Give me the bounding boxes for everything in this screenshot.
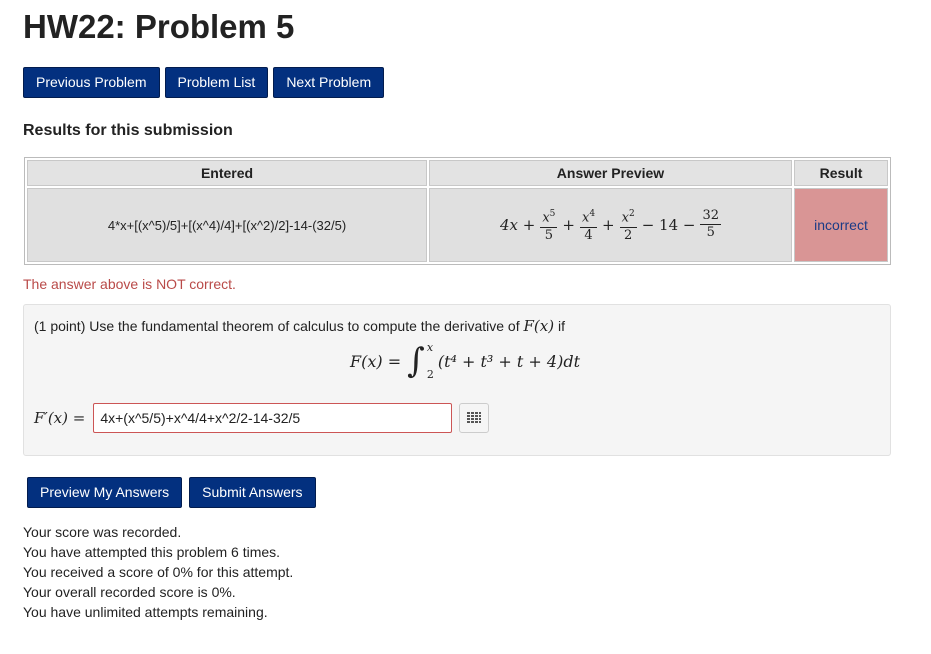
preview-term-4x: 4x + xyxy=(499,215,536,234)
equation-editor-button[interactable] xyxy=(459,403,489,433)
column-header-entered: Entered xyxy=(27,160,427,186)
results-table xyxy=(24,157,891,265)
preview-fraction-x4-over-4: $\frac{x^4}{4}$ xyxy=(580,206,597,243)
page-title: HW22: Problem 5 xyxy=(23,8,295,45)
grid-icon xyxy=(467,412,481,424)
problem-list-button[interactable]: Problem List xyxy=(165,67,269,98)
column-header-preview: Answer Preview xyxy=(429,160,792,186)
preview-fraction-x5-over-5: $\frac{x^5}{5}$ xyxy=(540,206,557,243)
answer-row xyxy=(34,403,489,433)
message-line: You have unlimited attempts remaining. xyxy=(23,604,268,620)
problem-statement: (1 point) Use the fundamental theorem of calculus to compute the derivative of F(x) if xyxy=(34,317,565,335)
answer-status-message: The answer above is NOT correct. xyxy=(23,276,236,292)
column-header-result: Result xyxy=(794,160,888,186)
previous-problem-button[interactable]: Previous Problem xyxy=(23,67,160,98)
result-status-incorrect: incorrect xyxy=(794,188,888,262)
answer-input[interactable] xyxy=(93,403,452,433)
integral-limits: x 2 xyxy=(426,341,434,381)
message-line: Your overall recorded score is 0%. xyxy=(23,584,236,600)
answer-preview: 4x + $\frac{x^5}{5}$ + $\frac{x^4}{4}$ + $\frac{x^2}{2}$ − 14 − $\frac{32}{5}$ xyxy=(429,188,792,262)
submit-row xyxy=(27,477,316,508)
preview-fraction-32-over-5: $\frac{32}{5}$ xyxy=(702,208,720,241)
integral-formula: F(x) = ∫ x 2 (t⁴ + t³ + t + 4)dt xyxy=(350,341,581,381)
preview-fraction-x2-over-2: $\frac{x^2}{2}$ xyxy=(620,206,637,243)
score-messages xyxy=(23,522,293,622)
integrand: (t⁴ + t³ + t + 4)dt xyxy=(437,351,581,371)
message-line: You received a score of 0% for this attempt. xyxy=(23,564,294,580)
entered-answer: 4*x+[(x^5)/5]+[(x^4)/4]+[(x^2)/2]-14-(32/5) xyxy=(27,188,427,262)
next-problem-button[interactable]: Next Problem xyxy=(273,67,384,98)
table-row xyxy=(27,188,888,262)
problem-nav xyxy=(23,67,384,98)
preview-answers-button[interactable]: Preview My Answers xyxy=(27,477,182,508)
message-line: Your score was recorded. xyxy=(23,524,182,540)
answer-label: F′(x) = xyxy=(34,409,86,427)
submit-answers-button[interactable]: Submit Answers xyxy=(189,477,315,508)
problem-box xyxy=(23,304,891,456)
integral-sign: ∫ xyxy=(407,341,425,381)
message-line: You have attempted this problem 6 times. xyxy=(23,544,281,560)
results-heading: Results for this submission xyxy=(23,122,233,139)
